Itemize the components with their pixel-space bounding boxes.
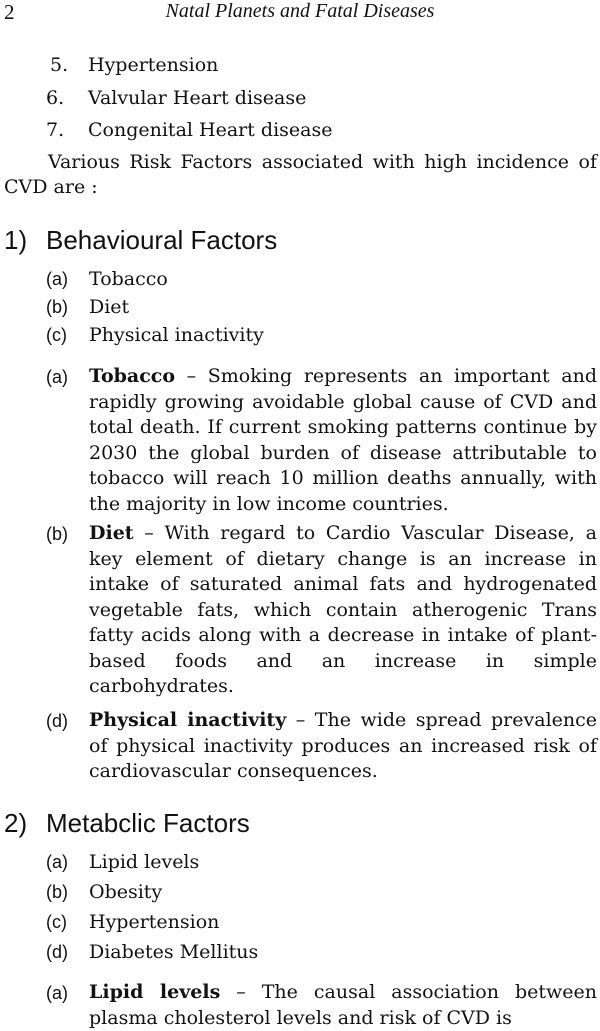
item-marker: (b) (46, 297, 68, 317)
item-text: Obesity (89, 881, 163, 903)
detail-paragraph (89, 708, 597, 785)
section-title: Metabclic Factors (46, 808, 250, 838)
running-title: Natal Planets and Fatal Diseases (165, 0, 435, 22)
list-item-number: 6. (46, 87, 65, 109)
item-marker: (d) (46, 711, 68, 731)
page-number: 2 (4, 0, 15, 24)
section-heading (4, 225, 277, 256)
list-item-text: Congenital Heart disease (88, 119, 333, 141)
item-text: Diabetes Mellitus (89, 941, 259, 963)
intro-paragraph: Various Risk Factors associated with high incidence of CVD are : (4, 151, 597, 198)
item-marker: (a) (46, 269, 68, 289)
detail-term: Lipid levels (89, 981, 221, 1003)
list-item-number: 5. (50, 54, 69, 76)
detail-paragraph (89, 980, 597, 1031)
list-item-text: Valvular Heart disease (88, 87, 307, 109)
detail-term: Tobacco (89, 365, 176, 387)
detail-text: – The causal association between plasma cholesterol levels and risk of CVD is (89, 981, 597, 1029)
item-marker: (a) (46, 367, 68, 387)
item-marker: (a) (46, 983, 68, 1003)
detail-text: – Smoking represents an important and rapidly growing avoidable global cause of CVD and total death. If current smoking patterns continue by 2030 the global burden of disease attributable to tobacco will reach 10 million deaths annually, with the majority in low income countries. (89, 365, 597, 515)
item-marker: (b) (46, 524, 68, 544)
list-item (50, 53, 218, 77)
item-marker: (d) (46, 942, 68, 962)
item-marker: (c) (46, 912, 67, 932)
list-item (46, 118, 332, 142)
item-text: Hypertension (89, 911, 220, 933)
detail-text: – With regard to Cardio Vascular Disease, a key element of dietary change is an increase in intake of saturated animal fats and hydrogenated vegetable fats, which contain atherogenic Trans fatty acids along with a decrease in intake of plant-based foods and an increase in simple carbohydrates. (89, 522, 597, 697)
detail-text: – The wide spread prevalence of physical inactivity produces an increased risk of cardiovascular consequences. (89, 709, 598, 782)
detail-term: Physical inactivity (89, 709, 287, 731)
list-item-number: 7. (46, 119, 65, 141)
detail-paragraph (89, 521, 597, 700)
section-number: 2) (4, 808, 28, 838)
detail-term: Diet (89, 522, 134, 544)
item-marker: (c) (46, 325, 67, 345)
page-header (0, 0, 600, 24)
list-item-text: Hypertension (88, 54, 219, 76)
detail-paragraph (89, 364, 597, 517)
item-text: Tobacco (89, 268, 168, 290)
item-text: Diet (89, 296, 130, 318)
list-item (46, 86, 306, 110)
item-marker: (a) (46, 852, 68, 872)
section-title: Behavioural Factors (46, 225, 278, 255)
item-text: Lipid levels (89, 851, 200, 873)
section-heading (4, 808, 250, 839)
item-marker: (b) (46, 882, 68, 902)
item-text: Physical inactivity (89, 324, 264, 346)
section-number: 1) (4, 225, 28, 255)
